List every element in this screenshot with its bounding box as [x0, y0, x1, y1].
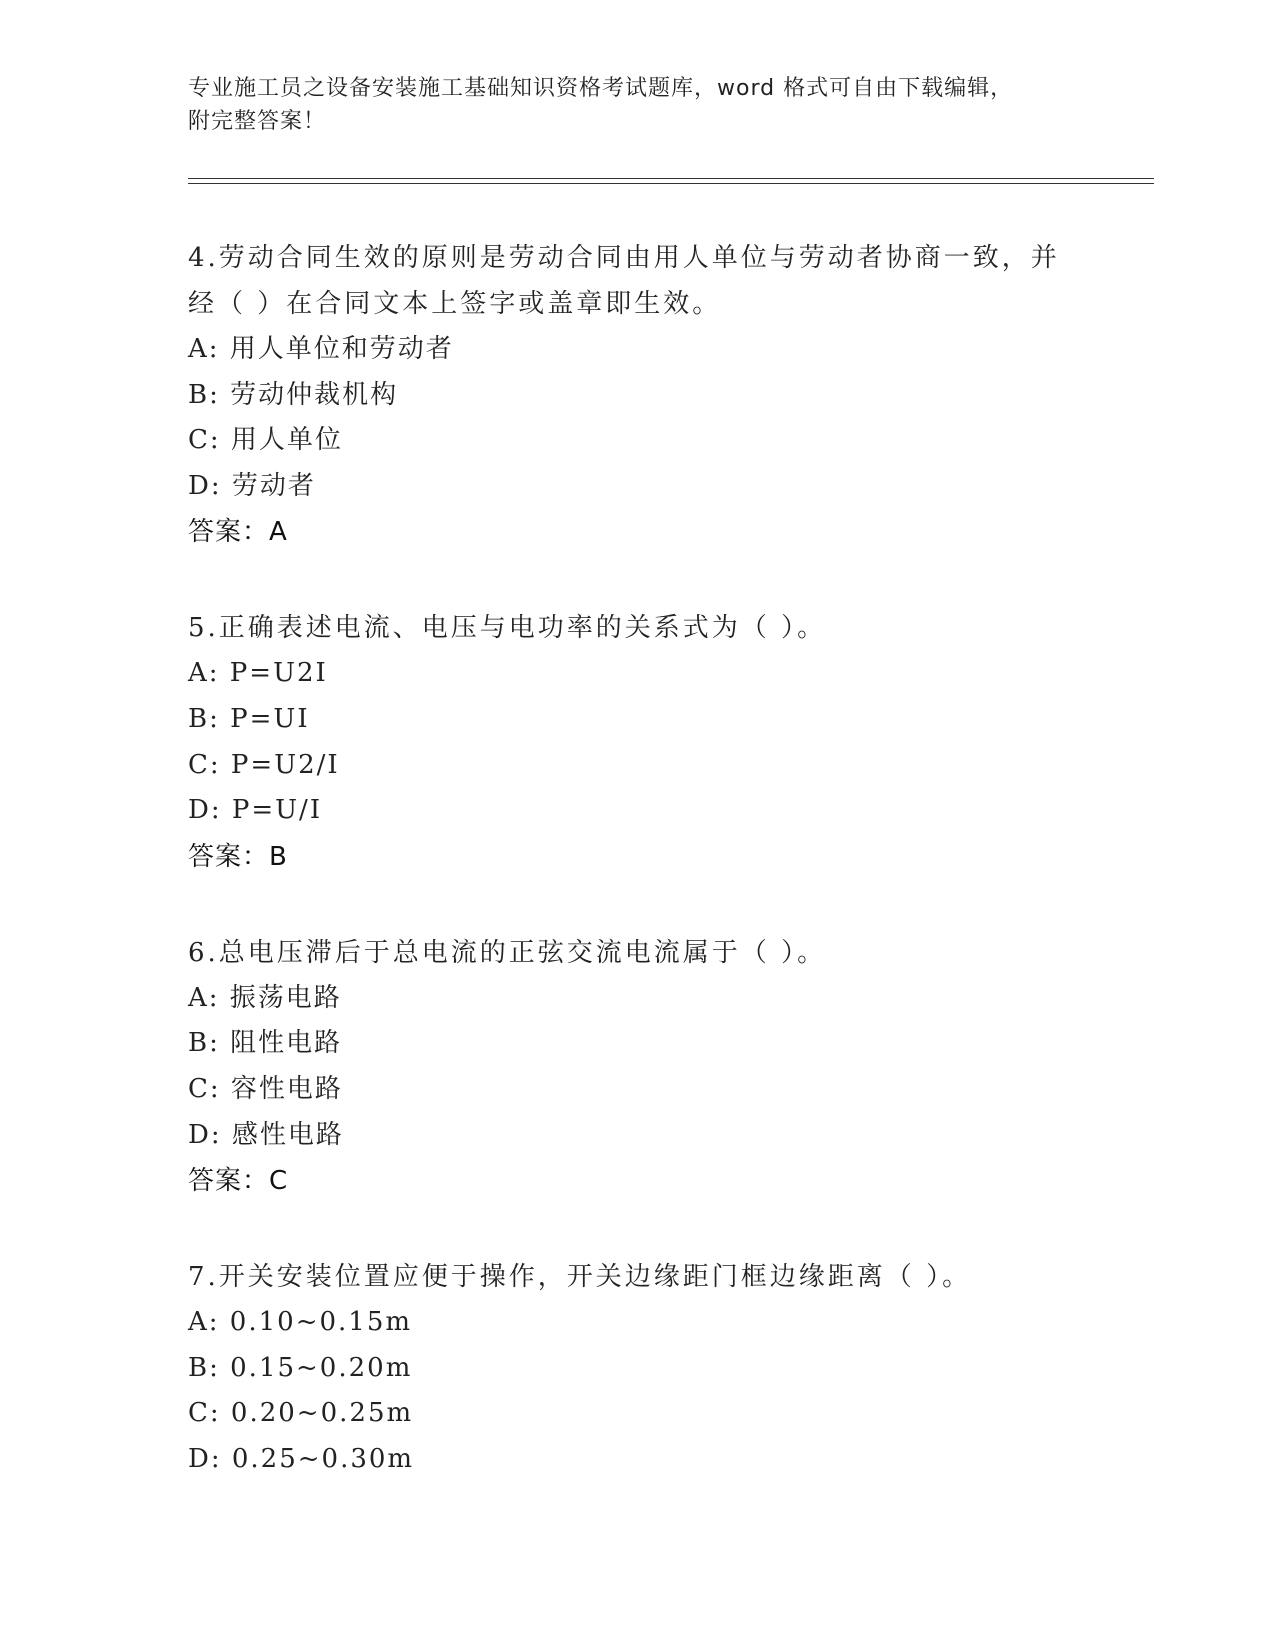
- answer-line: 答案：A: [188, 517, 288, 548]
- question-stem: 4.劳动合同生效的原则是劳动合同由用人单位与劳动者协商一致，并: [188, 243, 1060, 273]
- option-b: B: P=UI: [188, 703, 310, 734]
- answer-line: 答案：B: [188, 841, 288, 872]
- question-gap: [188, 555, 1088, 605]
- option-c: C: P=U2/I: [188, 749, 340, 780]
- question-7: [188, 1254, 1088, 1482]
- header-line-2: 附完整答案！: [188, 109, 327, 134]
- option-a: A: 用人单位和劳动者: [188, 334, 454, 364]
- answer-line: 答案：C: [188, 1166, 289, 1197]
- option-b: B: 劳动仲裁机构: [188, 379, 399, 410]
- document-header: [188, 72, 1088, 138]
- header-divider-bottom: [188, 183, 1154, 184]
- option-a: A: 振荡电路: [188, 982, 342, 1013]
- question-stem: 6.总电压滞后于总电流的正弦交流电流属于（ ）。: [188, 937, 827, 968]
- question-gap: [188, 880, 1088, 930]
- option-c: C: 容性电路: [188, 1073, 343, 1104]
- question-5: [188, 605, 1088, 879]
- question-stem: 5.正确表述电流、电压与电功率的关系式为（ ）。: [188, 613, 827, 644]
- option-b: B: 0.15~0.20m: [188, 1352, 413, 1383]
- option-b: B: 阻性电路: [188, 1028, 343, 1059]
- header-divider-top: [188, 178, 1154, 179]
- option-d: D: 0.25~0.30m: [188, 1443, 415, 1474]
- question-list: [188, 235, 1088, 1483]
- question-6: [188, 930, 1088, 1204]
- question-stem-continued: 经（ ）在合同文本上签字或盖章即生效。: [188, 289, 722, 319]
- option-a: A: 0.10~0.15m: [188, 1307, 413, 1338]
- option-c: C: 用人单位: [188, 425, 343, 456]
- option-d: D: 劳动者: [188, 470, 316, 501]
- option-c: C: 0.20~0.25m: [188, 1398, 414, 1429]
- option-d: D: 感性电路: [188, 1119, 344, 1150]
- question-stem: 7.开关安装位置应便于操作，开关边缘距门框边缘距离（ ）。: [188, 1262, 972, 1293]
- option-a: A: P=U2I: [188, 658, 328, 689]
- question-4: [188, 235, 1088, 555]
- question-gap: [188, 1204, 1088, 1254]
- option-d: D: P=U/I: [188, 795, 323, 826]
- header-line-1: 专业施工员之设备安装施工基础知识资格考试题库，word 格式可自由下载编辑，: [188, 76, 1014, 101]
